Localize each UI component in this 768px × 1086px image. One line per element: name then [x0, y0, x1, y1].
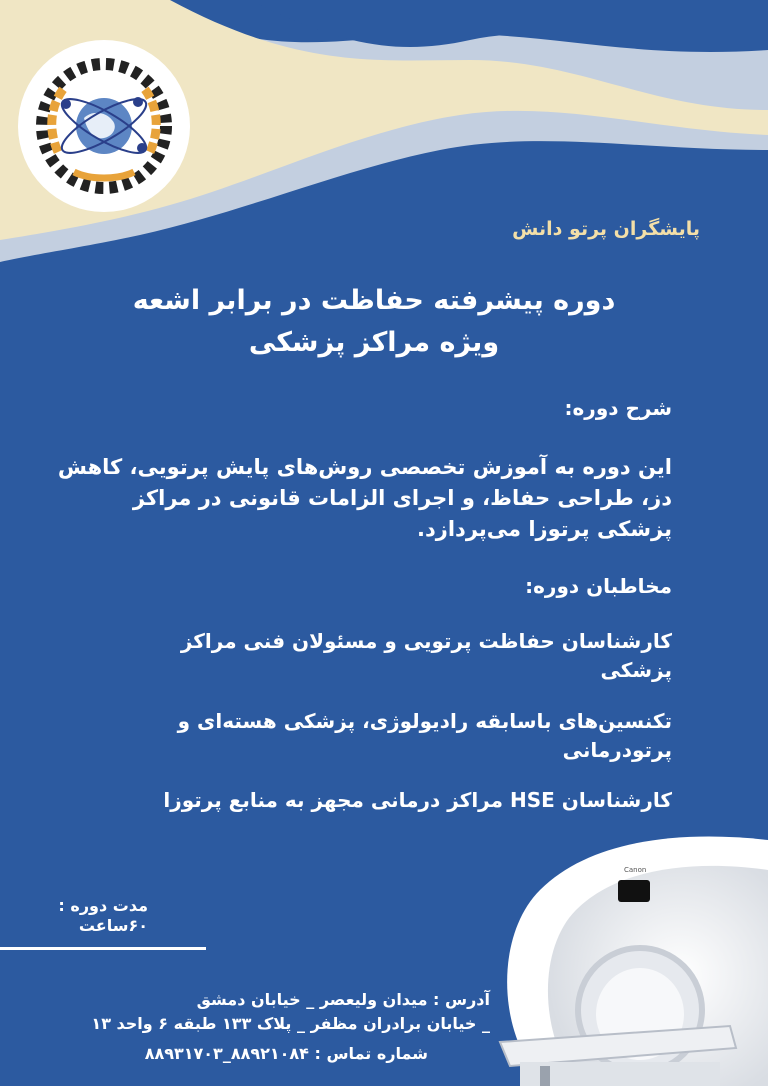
duration-label: مدت دوره : [58, 896, 148, 915]
audience-item: کارشناسان HSE مراکز درمانی مجهز به منابع پرتوزا [163, 788, 672, 812]
audience-item: کارشناسان حفاظت پرتویی و مسئولان فنی مراکز پزشکی [180, 629, 672, 682]
mri-scanner-image [480, 830, 768, 1086]
audience-heading: مخاطبان دوره: [525, 574, 672, 598]
duration-value: ۶۰ساعت [78, 916, 148, 935]
address-line-2: _ خیابان برادران مظفر _ پلاک ۱۳۳ طبقه ۶ واحد ۱۳ [91, 1014, 490, 1033]
phone-number: شماره تماس : ۸۸۹۲۱۰۸۴_۸۸۹۳۱۷۰۳ [144, 1044, 428, 1063]
address [50, 988, 490, 1036]
divider [0, 947, 206, 950]
audience-item: تکنسین‌های باسابقه رادیولوژی، پزشکی هسته‌ای و پرتودرمانی [177, 709, 672, 762]
atom-globe-gear-laurel-icon [18, 40, 190, 212]
course-title-line-2: ویژه مراکز پزشکی [248, 327, 500, 358]
description-heading: شرح دوره: [564, 396, 672, 420]
machine-brand: Canon [624, 866, 647, 874]
course-title-line-1: دوره پیشرفته حفاظت در برابر اشعه [132, 285, 616, 316]
organization-name: پایشگران پرتو دانش [512, 218, 700, 240]
course-title [40, 280, 708, 364]
description-text: این دوره به آموزش تخصصی روش‌های پایش پرتویی، کاهش دز، طراحی حفاظ، و اجرای الزامات قانونی در مراکز پزشکی پرتوزا می‌پردازد. [57, 455, 672, 541]
address-line-1: آدرس : میدان ولیعصر _ خیابان دمشق [196, 990, 490, 1009]
